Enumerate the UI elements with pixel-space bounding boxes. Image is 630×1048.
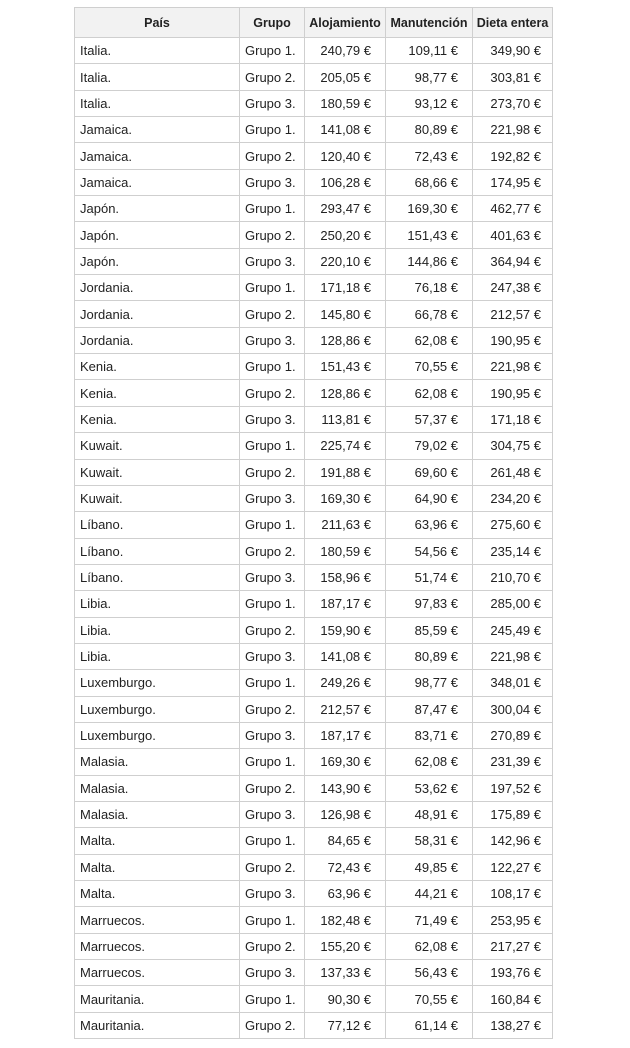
- lodging-cell: 212,57 €: [305, 696, 386, 722]
- total-cell: 245,49 €: [473, 617, 553, 643]
- group-cell: Grupo 2.: [240, 459, 305, 485]
- country-cell: Luxemburgo.: [75, 696, 240, 722]
- table-row: [75, 564, 553, 590]
- country-cell: Malasia.: [75, 801, 240, 827]
- country-cell: Mauritania.: [75, 1012, 240, 1038]
- country-cell: Libia.: [75, 591, 240, 617]
- total-cell: 300,04 €: [473, 696, 553, 722]
- country-cell: Jordania.: [75, 301, 240, 327]
- lodging-cell: 180,59 €: [305, 538, 386, 564]
- country-cell: Japón.: [75, 222, 240, 248]
- lodging-cell: 158,96 €: [305, 564, 386, 590]
- meals-cell: 144,86 €: [386, 248, 473, 274]
- lodging-cell: 90,30 €: [305, 986, 386, 1012]
- table-row: [75, 459, 553, 485]
- total-cell: 349,90 €: [473, 38, 553, 64]
- header-dieta-entera: Dieta entera: [473, 8, 553, 38]
- lodging-cell: 126,98 €: [305, 801, 386, 827]
- total-cell: 234,20 €: [473, 485, 553, 511]
- total-cell: 303,81 €: [473, 64, 553, 90]
- table-row: [75, 38, 553, 64]
- table-row: [75, 275, 553, 301]
- meals-cell: 76,18 €: [386, 275, 473, 301]
- table-row: [75, 881, 553, 907]
- group-cell: Grupo 2.: [240, 222, 305, 248]
- table-row: [75, 854, 553, 880]
- table-row: [75, 248, 553, 274]
- group-cell: Grupo 3.: [240, 801, 305, 827]
- table-row: [75, 143, 553, 169]
- meals-cell: 70,55 €: [386, 986, 473, 1012]
- lodging-cell: 155,20 €: [305, 933, 386, 959]
- lodging-cell: 293,47 €: [305, 196, 386, 222]
- country-cell: Kenia.: [75, 354, 240, 380]
- header-grupo: Grupo: [240, 8, 305, 38]
- total-cell: 401,63 €: [473, 222, 553, 248]
- total-cell: 221,98 €: [473, 354, 553, 380]
- meals-cell: 109,11 €: [386, 38, 473, 64]
- total-cell: 171,18 €: [473, 406, 553, 432]
- total-cell: 138,27 €: [473, 1012, 553, 1038]
- total-cell: 261,48 €: [473, 459, 553, 485]
- table-row: [75, 722, 553, 748]
- group-cell: Grupo 3.: [240, 881, 305, 907]
- meals-cell: 71,49 €: [386, 907, 473, 933]
- lodging-cell: 187,17 €: [305, 591, 386, 617]
- total-cell: 275,60 €: [473, 512, 553, 538]
- country-cell: Marruecos.: [75, 960, 240, 986]
- table-row: [75, 380, 553, 406]
- group-cell: Grupo 2.: [240, 380, 305, 406]
- lodging-cell: 159,90 €: [305, 617, 386, 643]
- group-cell: Grupo 2.: [240, 538, 305, 564]
- country-cell: Malasia.: [75, 749, 240, 775]
- country-cell: Kenia.: [75, 406, 240, 432]
- country-cell: Jamaica.: [75, 117, 240, 143]
- total-cell: 197,52 €: [473, 775, 553, 801]
- meals-cell: 58,31 €: [386, 828, 473, 854]
- meals-cell: 83,71 €: [386, 722, 473, 748]
- table-row: [75, 117, 553, 143]
- meals-cell: 72,43 €: [386, 143, 473, 169]
- table-row: [75, 960, 553, 986]
- group-cell: Grupo 2.: [240, 617, 305, 643]
- total-cell: 192,82 €: [473, 143, 553, 169]
- meals-cell: 151,43 €: [386, 222, 473, 248]
- group-cell: Grupo 2.: [240, 854, 305, 880]
- group-cell: Grupo 2.: [240, 933, 305, 959]
- table-row: [75, 90, 553, 116]
- total-cell: 253,95 €: [473, 907, 553, 933]
- table-row: [75, 670, 553, 696]
- total-cell: 190,95 €: [473, 380, 553, 406]
- country-cell: Luxemburgo.: [75, 670, 240, 696]
- country-cell: Jamaica.: [75, 143, 240, 169]
- table-row: [75, 933, 553, 959]
- meals-cell: 68,66 €: [386, 169, 473, 195]
- country-cell: Libia.: [75, 617, 240, 643]
- meals-cell: 48,91 €: [386, 801, 473, 827]
- lodging-cell: 141,08 €: [305, 643, 386, 669]
- meals-cell: 93,12 €: [386, 90, 473, 116]
- lodging-cell: 171,18 €: [305, 275, 386, 301]
- meals-cell: 57,37 €: [386, 406, 473, 432]
- group-cell: Grupo 3.: [240, 169, 305, 195]
- group-cell: Grupo 1.: [240, 986, 305, 1012]
- group-cell: Grupo 3.: [240, 248, 305, 274]
- lodging-cell: 141,08 €: [305, 117, 386, 143]
- group-cell: Grupo 2.: [240, 775, 305, 801]
- meals-cell: 80,89 €: [386, 643, 473, 669]
- country-cell: Mauritania.: [75, 986, 240, 1012]
- total-cell: 304,75 €: [473, 433, 553, 459]
- lodging-cell: 180,59 €: [305, 90, 386, 116]
- total-cell: 285,00 €: [473, 591, 553, 617]
- total-cell: 273,70 €: [473, 90, 553, 116]
- group-cell: Grupo 1.: [240, 512, 305, 538]
- country-cell: Japón.: [75, 196, 240, 222]
- group-cell: Grupo 2.: [240, 696, 305, 722]
- lodging-cell: 225,74 €: [305, 433, 386, 459]
- table-row: [75, 169, 553, 195]
- table-row: [75, 301, 553, 327]
- meals-cell: 70,55 €: [386, 354, 473, 380]
- meals-cell: 66,78 €: [386, 301, 473, 327]
- table-row: [75, 1012, 553, 1038]
- header-pais: País: [75, 8, 240, 38]
- meals-cell: 54,56 €: [386, 538, 473, 564]
- lodging-cell: 191,88 €: [305, 459, 386, 485]
- table-row: [75, 196, 553, 222]
- table-row: [75, 64, 553, 90]
- meals-cell: 169,30 €: [386, 196, 473, 222]
- meals-cell: 56,43 €: [386, 960, 473, 986]
- group-cell: Grupo 3.: [240, 564, 305, 590]
- group-cell: Grupo 2.: [240, 64, 305, 90]
- lodging-cell: 182,48 €: [305, 907, 386, 933]
- meals-cell: 44,21 €: [386, 881, 473, 907]
- country-cell: Líbano.: [75, 564, 240, 590]
- table-row: [75, 433, 553, 459]
- table-row: [75, 406, 553, 432]
- header-manutencion: Manutención: [386, 8, 473, 38]
- meals-cell: 79,02 €: [386, 433, 473, 459]
- lodging-cell: 220,10 €: [305, 248, 386, 274]
- meals-cell: 98,77 €: [386, 670, 473, 696]
- country-cell: Malta.: [75, 854, 240, 880]
- total-cell: 247,38 €: [473, 275, 553, 301]
- table-row: [75, 222, 553, 248]
- meals-cell: 62,08 €: [386, 380, 473, 406]
- country-cell: Italia.: [75, 64, 240, 90]
- meals-cell: 87,47 €: [386, 696, 473, 722]
- total-cell: 175,89 €: [473, 801, 553, 827]
- table-row: [75, 775, 553, 801]
- table-row: [75, 696, 553, 722]
- group-cell: Grupo 2.: [240, 301, 305, 327]
- lodging-cell: 187,17 €: [305, 722, 386, 748]
- group-cell: Grupo 1.: [240, 196, 305, 222]
- table-row: [75, 485, 553, 511]
- lodging-cell: 169,30 €: [305, 485, 386, 511]
- lodging-cell: 249,26 €: [305, 670, 386, 696]
- country-cell: Italia.: [75, 38, 240, 64]
- country-cell: Malta.: [75, 828, 240, 854]
- lodging-cell: 151,43 €: [305, 354, 386, 380]
- group-cell: Grupo 1.: [240, 275, 305, 301]
- country-cell: Jamaica.: [75, 169, 240, 195]
- lodging-cell: 240,79 €: [305, 38, 386, 64]
- country-cell: Líbano.: [75, 538, 240, 564]
- lodging-cell: 137,33 €: [305, 960, 386, 986]
- group-cell: Grupo 1.: [240, 828, 305, 854]
- country-cell: Malta.: [75, 881, 240, 907]
- lodging-cell: 143,90 €: [305, 775, 386, 801]
- country-cell: Libia.: [75, 643, 240, 669]
- group-cell: Grupo 3.: [240, 643, 305, 669]
- table-row: [75, 801, 553, 827]
- country-cell: Japón.: [75, 248, 240, 274]
- total-cell: 217,27 €: [473, 933, 553, 959]
- meals-cell: 80,89 €: [386, 117, 473, 143]
- total-cell: 348,01 €: [473, 670, 553, 696]
- lodging-cell: 169,30 €: [305, 749, 386, 775]
- meals-cell: 53,62 €: [386, 775, 473, 801]
- group-cell: Grupo 3.: [240, 90, 305, 116]
- group-cell: Grupo 2.: [240, 1012, 305, 1038]
- table-row: [75, 986, 553, 1012]
- group-cell: Grupo 1.: [240, 433, 305, 459]
- meals-cell: 64,90 €: [386, 485, 473, 511]
- country-cell: Luxemburgo.: [75, 722, 240, 748]
- table-row: [75, 749, 553, 775]
- lodging-cell: 128,86 €: [305, 327, 386, 353]
- lodging-cell: 205,05 €: [305, 64, 386, 90]
- meals-cell: 62,08 €: [386, 749, 473, 775]
- total-cell: 142,96 €: [473, 828, 553, 854]
- header-row: [75, 8, 553, 38]
- allowance-table: [74, 7, 553, 1039]
- group-cell: Grupo 1.: [240, 117, 305, 143]
- group-cell: Grupo 3.: [240, 722, 305, 748]
- lodging-cell: 211,63 €: [305, 512, 386, 538]
- lodging-cell: 72,43 €: [305, 854, 386, 880]
- table-row: [75, 591, 553, 617]
- meals-cell: 98,77 €: [386, 64, 473, 90]
- table-row: [75, 907, 553, 933]
- allowance-table-container: [74, 7, 553, 1039]
- total-cell: 190,95 €: [473, 327, 553, 353]
- table-row: [75, 643, 553, 669]
- total-cell: 221,98 €: [473, 117, 553, 143]
- meals-cell: 51,74 €: [386, 564, 473, 590]
- country-cell: Malasia.: [75, 775, 240, 801]
- country-cell: Kuwait.: [75, 485, 240, 511]
- total-cell: 160,84 €: [473, 986, 553, 1012]
- total-cell: 122,27 €: [473, 854, 553, 880]
- total-cell: 364,94 €: [473, 248, 553, 274]
- lodging-cell: 145,80 €: [305, 301, 386, 327]
- lodging-cell: 77,12 €: [305, 1012, 386, 1038]
- total-cell: 235,14 €: [473, 538, 553, 564]
- total-cell: 270,89 €: [473, 722, 553, 748]
- total-cell: 210,70 €: [473, 564, 553, 590]
- table-header: [75, 8, 553, 38]
- group-cell: Grupo 1.: [240, 670, 305, 696]
- country-cell: Marruecos.: [75, 907, 240, 933]
- meals-cell: 62,08 €: [386, 327, 473, 353]
- country-cell: Jordania.: [75, 275, 240, 301]
- meals-cell: 85,59 €: [386, 617, 473, 643]
- table-row: [75, 617, 553, 643]
- total-cell: 462,77 €: [473, 196, 553, 222]
- country-cell: Kuwait.: [75, 459, 240, 485]
- table-row: [75, 327, 553, 353]
- table-row: [75, 354, 553, 380]
- group-cell: Grupo 2.: [240, 143, 305, 169]
- lodging-cell: 84,65 €: [305, 828, 386, 854]
- group-cell: Grupo 3.: [240, 327, 305, 353]
- group-cell: Grupo 3.: [240, 485, 305, 511]
- meals-cell: 97,83 €: [386, 591, 473, 617]
- country-cell: Kenia.: [75, 380, 240, 406]
- lodging-cell: 113,81 €: [305, 406, 386, 432]
- total-cell: 108,17 €: [473, 881, 553, 907]
- group-cell: Grupo 1.: [240, 38, 305, 64]
- country-cell: Italia.: [75, 90, 240, 116]
- table-row: [75, 538, 553, 564]
- total-cell: 193,76 €: [473, 960, 553, 986]
- table-body: [75, 38, 553, 1039]
- meals-cell: 63,96 €: [386, 512, 473, 538]
- group-cell: Grupo 1.: [240, 591, 305, 617]
- lodging-cell: 106,28 €: [305, 169, 386, 195]
- total-cell: 221,98 €: [473, 643, 553, 669]
- group-cell: Grupo 1.: [240, 749, 305, 775]
- total-cell: 231,39 €: [473, 749, 553, 775]
- header-alojamiento: Alojamiento: [305, 8, 386, 38]
- total-cell: 212,57 €: [473, 301, 553, 327]
- total-cell: 174,95 €: [473, 169, 553, 195]
- country-cell: Kuwait.: [75, 433, 240, 459]
- group-cell: Grupo 1.: [240, 907, 305, 933]
- lodging-cell: 250,20 €: [305, 222, 386, 248]
- country-cell: Jordania.: [75, 327, 240, 353]
- lodging-cell: 128,86 €: [305, 380, 386, 406]
- group-cell: Grupo 3.: [240, 406, 305, 432]
- lodging-cell: 120,40 €: [305, 143, 386, 169]
- group-cell: Grupo 3.: [240, 960, 305, 986]
- country-cell: Líbano.: [75, 512, 240, 538]
- table-row: [75, 828, 553, 854]
- group-cell: Grupo 1.: [240, 354, 305, 380]
- meals-cell: 62,08 €: [386, 933, 473, 959]
- country-cell: Marruecos.: [75, 933, 240, 959]
- meals-cell: 49,85 €: [386, 854, 473, 880]
- meals-cell: 69,60 €: [386, 459, 473, 485]
- meals-cell: 61,14 €: [386, 1012, 473, 1038]
- lodging-cell: 63,96 €: [305, 881, 386, 907]
- table-row: [75, 512, 553, 538]
